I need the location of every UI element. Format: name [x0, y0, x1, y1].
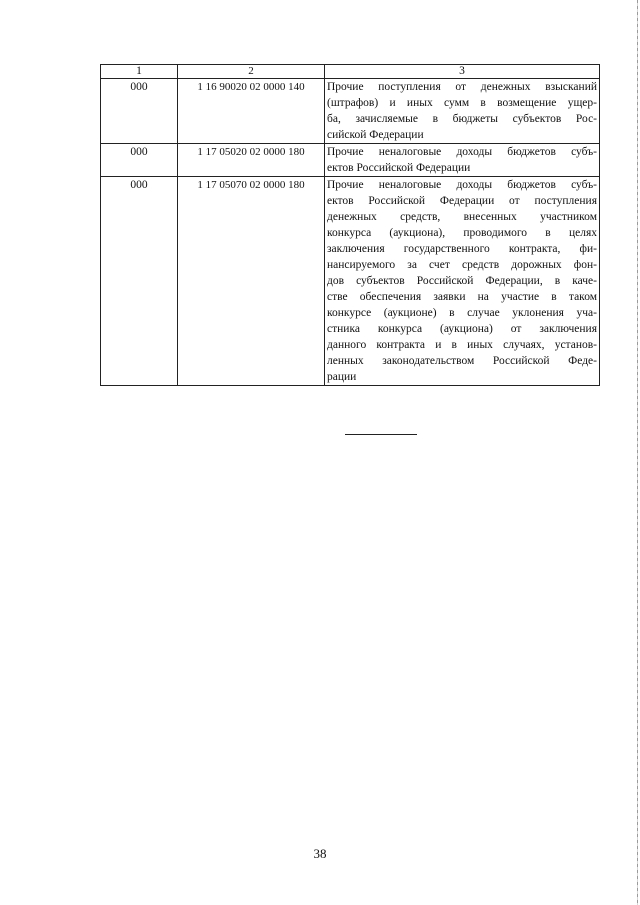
description-line: ектов Российской Федерации от поступления — [327, 195, 597, 207]
table-row — [101, 79, 600, 144]
revenue-codes-table — [100, 64, 600, 386]
revenue-code-cell: 1 16 90020 02 0000 140 — [178, 79, 325, 144]
description-line: ба, зачисляемые в бюджеты субъектов Рос- — [327, 113, 597, 125]
description-line: конкурса (аукциона), проводимого в целях — [327, 227, 597, 239]
revenue-description-cell — [325, 79, 600, 144]
revenue-description-cell — [325, 177, 600, 386]
column-header-1: 1 — [101, 65, 178, 79]
table-header-row — [101, 65, 600, 79]
description-line: стве обеспечения заявки на участие в таком — [327, 291, 597, 303]
description-line: ленных законодательством Российской Феде- — [327, 355, 597, 367]
description-line: дов субъектов Российской Федерации, в каче- — [327, 275, 597, 287]
description-line: нансируемого за счет средств дорожных фон- — [327, 259, 597, 271]
description-line: Прочие неналоговые доходы бюджетов субъ- — [327, 146, 597, 158]
description-line: конкурсе (аукционе) в случае уклонения уча- — [327, 307, 597, 319]
end-of-table-rule — [345, 434, 417, 435]
column-header-3: 3 — [325, 65, 600, 79]
scan-edge-artifact — [637, 0, 638, 905]
revenue-code-cell: 1 17 05070 02 0000 180 — [178, 177, 325, 386]
admin-code-cell: 000 — [101, 144, 178, 177]
table-row — [101, 144, 600, 177]
description-line: заключения государственного контракта, фи- — [327, 243, 597, 255]
description-line: ектов Российской Федерации — [327, 162, 471, 174]
admin-code-cell: 000 — [101, 177, 178, 386]
page-number: 38 — [313, 846, 327, 861]
description-line: Прочие неналоговые доходы бюджетов субъ- — [327, 179, 597, 191]
admin-code-cell: 000 — [101, 79, 178, 144]
revenue-description-cell — [325, 144, 600, 177]
revenue-code-cell: 1 17 05020 02 0000 180 — [178, 144, 325, 177]
table-row — [101, 177, 600, 386]
description-line: (штрафов) и иных сумм в возмещение ущер- — [327, 97, 597, 109]
description-line: денежных средств, внесенных участником — [327, 211, 597, 223]
description-line: Прочие поступления от денежных взысканий — [327, 81, 597, 93]
description-line: рации — [327, 371, 357, 383]
description-line: данного контракта и в иных случаях, установ- — [327, 339, 597, 351]
description-line: стника конкурса (аукциона) от заключения — [327, 323, 597, 335]
description-line: сийской Федерации — [327, 129, 424, 141]
column-header-2: 2 — [178, 65, 325, 79]
